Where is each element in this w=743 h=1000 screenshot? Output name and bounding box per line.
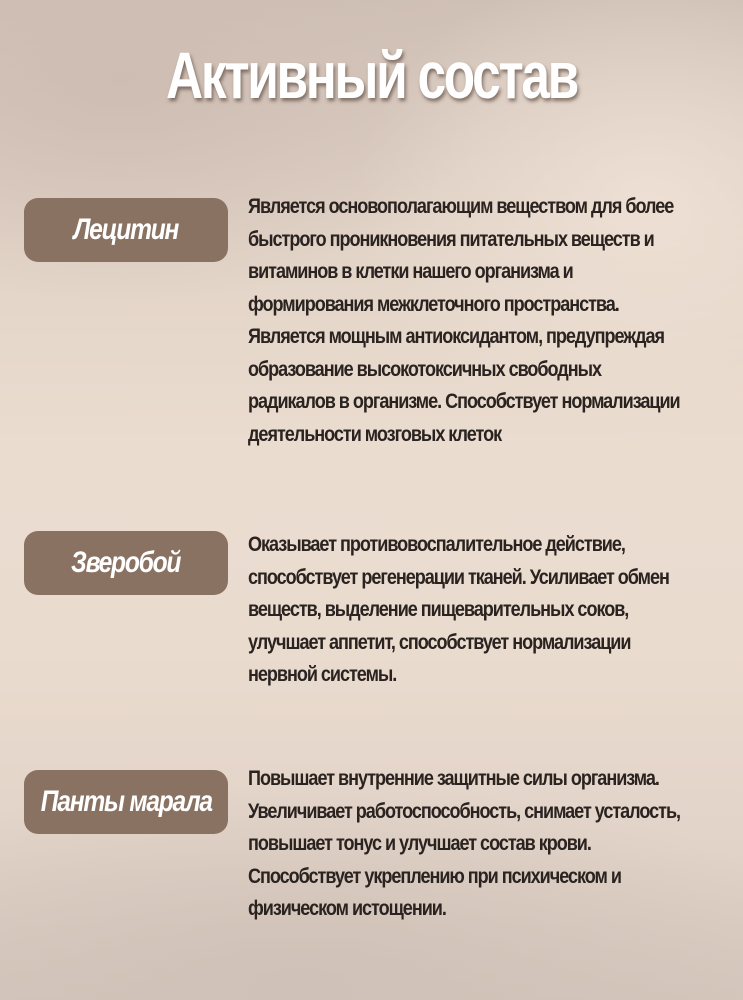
description-line: физическом истощении.: [248, 897, 446, 920]
page-title: Активный состав: [166, 38, 577, 112]
description-line: образование высокотоксичных свободных: [248, 357, 602, 381]
ingredient-name: Зверобой: [71, 546, 181, 579]
ingredient-description-maral-antlers: [248, 763, 728, 926]
description-line: Увеличивает работоспособность, снимает усталость,: [248, 799, 681, 823]
description-line: способствует регенерации тканей. Усиливает обмен: [248, 565, 669, 589]
ingredient-label-maral-antlers: [24, 770, 228, 834]
description-line: Способствует укреплению при психическом и: [248, 864, 621, 888]
description-line: нервной системы.: [248, 663, 397, 686]
description-line: быстрого проникновения питательных веществ и: [248, 227, 654, 251]
description-line: витаминов в клетки нашего организма и: [248, 260, 573, 283]
description-line: формирования межклеточного пространства.: [248, 292, 619, 316]
ingredient-name: Панты марала: [40, 785, 212, 818]
description-line: повышает тонус и улучшает состав крови.: [248, 832, 591, 855]
ingredient-label-lecithin: [24, 198, 228, 262]
ingredient-label-st-johns-wort: [24, 531, 228, 595]
description-line: веществ, выделение пищеварительных соков,: [248, 598, 629, 621]
description-line: Является основополагающим веществом для более: [248, 195, 674, 218]
description-line: улучшает аппетит, способствует нормализации: [248, 630, 631, 654]
ingredient-description-st-johns-wort: [248, 529, 728, 692]
ingredient-name: Лецитин: [73, 213, 179, 246]
description-line: Оказывает противовоспалительное действие,: [248, 533, 625, 556]
description-line: Является мощным антиоксидантом, предупреждая: [248, 325, 664, 348]
description-line: Повышает внутренние защитные силы организма.: [248, 767, 659, 790]
description-line: радикалов в организме. Способствует нормализации: [248, 390, 680, 413]
ingredient-description-lecithin: [248, 191, 728, 451]
description-line: деятельности мозговых клеток: [248, 422, 502, 446]
